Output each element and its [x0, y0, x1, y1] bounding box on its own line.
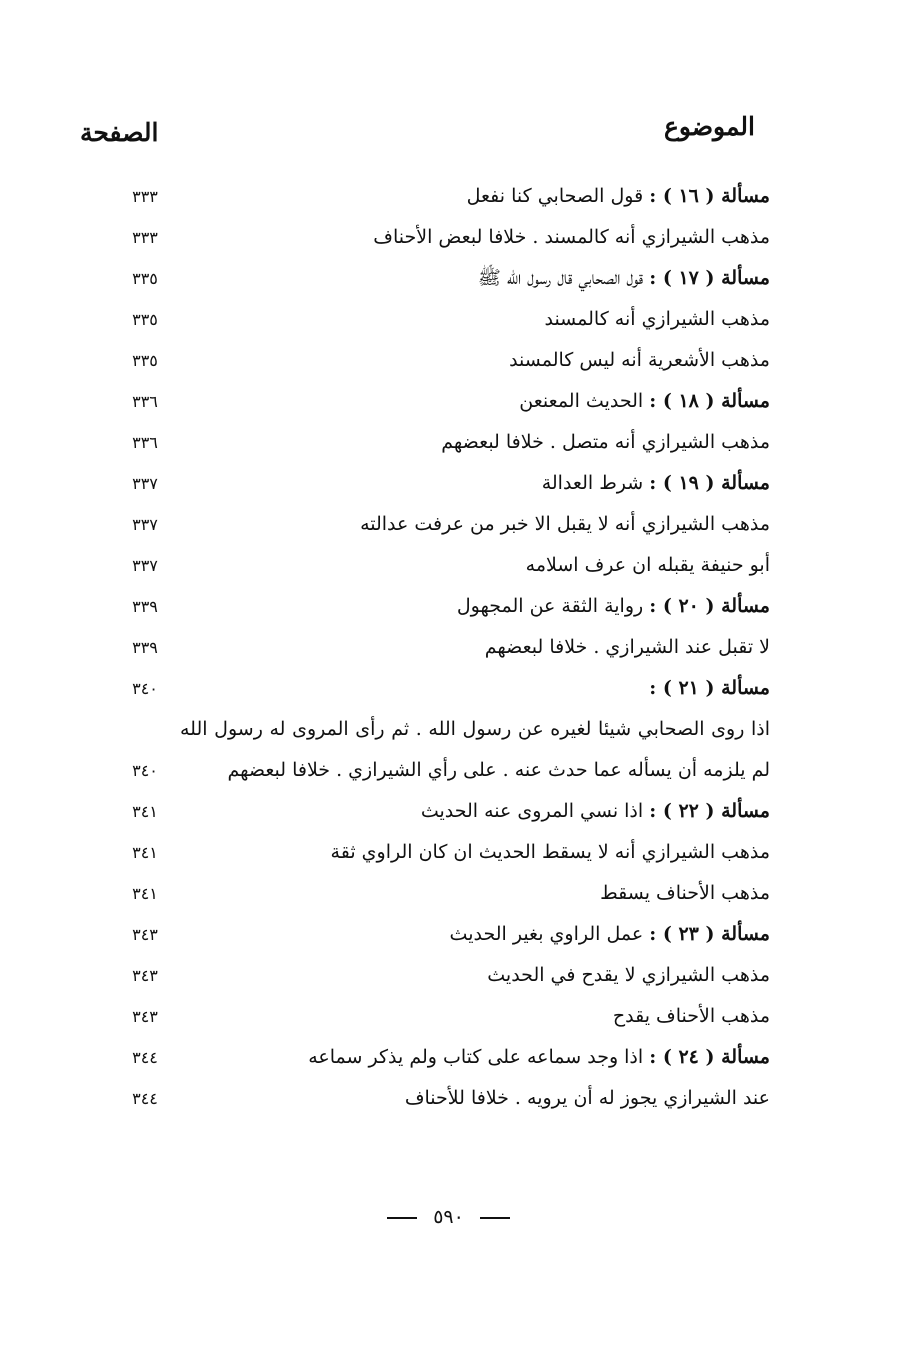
entry-text: لا تقبل عند الشيرازي . خلافا لبعضهم — [484, 636, 770, 658]
index-entry — [110, 463, 770, 504]
entry-page-number: ٣٤٣ — [132, 1007, 158, 1026]
index-entries — [110, 176, 770, 1119]
entry-page-number: ٣٣٩ — [132, 597, 158, 616]
index-entry — [110, 955, 770, 996]
entry-text: عمل الراوي بغير الحديث — [449, 923, 650, 945]
entry-page-number: ٣٤٤ — [132, 1048, 158, 1067]
index-entry — [110, 299, 770, 340]
entry-text: مذهب الشيرازي أنه لا يقبل الا خبر من عرفت عدالته — [360, 513, 770, 535]
entry-text: الحديث المعنعن — [519, 390, 650, 412]
entry-text: اذا وجد سماعه على كتاب ولم يذكر سماعه — [308, 1046, 650, 1068]
index-entry — [110, 1078, 770, 1119]
index-entry — [110, 709, 770, 791]
entry-text: اذا روى الصحابي شيئا لغيره عن رسول الله . ثم رأى المروى له رسول الله لم يلزمه أن يسأله عما حدث عنه . على رأي الشيرازي . خلافا لبعضهم — [180, 718, 770, 781]
entry-topic — [180, 381, 770, 422]
entry-page-number: ٣٣٥ — [132, 310, 158, 329]
entry-text: شرط العدالة — [541, 472, 650, 494]
entry-text: مذهب الشيرازي أنه لا يسقط الحديث ان كان الراوي ثقة — [330, 841, 770, 863]
table-header — [80, 112, 755, 156]
entry-topic — [180, 258, 770, 299]
index-entry — [110, 217, 770, 258]
entry-page-number: ٣٣٣ — [132, 187, 158, 206]
entry-page-number: ٣٤٠ — [132, 761, 158, 780]
issue-label: مسألة ( ١٩ ) : — [649, 472, 770, 494]
issue-label: مسألة ( ١٨ ) : — [649, 390, 770, 412]
entry-topic — [180, 914, 770, 955]
issue-label: مسألة ( ٢٤ ) : — [649, 1046, 770, 1068]
index-entry — [110, 258, 770, 299]
entry-page-number: ٣٣٦ — [132, 433, 158, 452]
entry-topic — [180, 217, 770, 258]
entry-topic — [180, 176, 770, 217]
entry-topic — [180, 463, 770, 504]
entry-text: مذهب الأشعرية أنه ليس كالمسند — [509, 349, 770, 371]
index-entry — [110, 586, 770, 627]
entry-text: قول الصحابي كنا نفعل — [466, 185, 650, 207]
entry-topic — [180, 504, 770, 545]
entry-text: مذهب الشيرازي أنه متصل . خلافا لبعضهم — [441, 431, 770, 453]
entry-page-number: ٣٣٥ — [132, 269, 158, 288]
index-entry — [110, 996, 770, 1037]
issue-label: مسألة ( ٢١ ) : — [649, 677, 770, 699]
entry-topic — [180, 873, 770, 914]
index-entry — [110, 627, 770, 668]
index-entry — [110, 381, 770, 422]
entry-text: اذا نسي المروى عنه الحديث — [420, 800, 650, 822]
entry-topic — [180, 545, 770, 586]
index-entry — [110, 340, 770, 381]
entry-topic — [180, 1037, 770, 1078]
footer-dash-right — [480, 1217, 510, 1219]
entry-page-number: ٣٣٦ — [132, 392, 158, 411]
page-number: ٥٩٠ — [433, 1206, 464, 1228]
entry-topic — [180, 422, 770, 463]
topic-column-label: الموضوع — [664, 112, 755, 141]
entry-topic — [180, 299, 770, 340]
issue-label: مسألة ( ٢٣ ) : — [649, 923, 770, 945]
index-entry — [110, 1037, 770, 1078]
entry-text: قول الصحابي قال رسول الله ﷺ — [477, 267, 650, 289]
entry-text: مذهب الأحناف يسقط — [600, 882, 770, 904]
index-entry — [110, 832, 770, 873]
page-column-label: الصفحة — [80, 118, 159, 147]
issue-label: مسألة ( ١٧ ) : — [649, 267, 770, 289]
entry-page-number: ٣٤١ — [132, 843, 158, 862]
entry-page-number: ٣٤٠ — [132, 679, 158, 698]
entry-topic — [180, 832, 770, 873]
entry-topic — [180, 340, 770, 381]
index-entry — [110, 504, 770, 545]
footer-dash-left — [387, 1217, 417, 1219]
entry-page-number: ٣٤١ — [132, 802, 158, 821]
entry-text: مذهب الشيرازي أنه كالمسند . خلافا لبعض الأحناف — [373, 226, 770, 248]
entry-page-number: ٣٣٥ — [132, 351, 158, 370]
entry-page-number: ٣٤٣ — [132, 966, 158, 985]
entry-text: عند الشيرازي يجوز له أن يرويه . خلافا للأحناف — [404, 1087, 770, 1109]
entry-page-number: ٣٤٣ — [132, 925, 158, 944]
issue-label: مسألة ( ١٦ ) : — [649, 185, 770, 207]
entry-text: رواية الثقة عن المجهول — [456, 595, 650, 617]
index-entry — [110, 422, 770, 463]
entry-topic — [180, 709, 770, 791]
entry-topic — [180, 791, 770, 832]
entry-text: مذهب الأحناف يقدح — [612, 1005, 770, 1027]
entry-page-number: ٣٣٧ — [132, 515, 158, 534]
entry-page-number: ٣٣٩ — [132, 638, 158, 657]
index-entry — [110, 873, 770, 914]
entry-topic — [180, 996, 770, 1037]
entry-topic — [180, 955, 770, 996]
entry-page-number: ٣٣٣ — [132, 228, 158, 247]
entry-page-number: ٣٤١ — [132, 884, 158, 903]
index-entry — [110, 791, 770, 832]
entry-text: مذهب الشيرازي أنه كالمسند — [544, 308, 770, 330]
index-entry — [110, 668, 770, 709]
entry-text: مذهب الشيرازي لا يقدح في الحديث — [487, 964, 770, 986]
index-entry — [110, 176, 770, 217]
index-entry — [110, 545, 770, 586]
entry-page-number: ٣٤٤ — [132, 1089, 158, 1108]
entry-page-number: ٣٣٧ — [132, 556, 158, 575]
page-footer — [0, 1206, 897, 1228]
index-entry — [110, 914, 770, 955]
entry-topic — [180, 668, 770, 709]
entry-topic — [180, 627, 770, 668]
issue-label: مسألة ( ٢٢ ) : — [649, 800, 770, 822]
issue-label: مسألة ( ٢٠ ) : — [649, 595, 770, 617]
entry-topic — [180, 1078, 770, 1119]
entry-page-number: ٣٣٧ — [132, 474, 158, 493]
entry-topic — [180, 586, 770, 627]
entry-text: أبو حنيفة يقبله ان عرف اسلامه — [525, 554, 770, 576]
